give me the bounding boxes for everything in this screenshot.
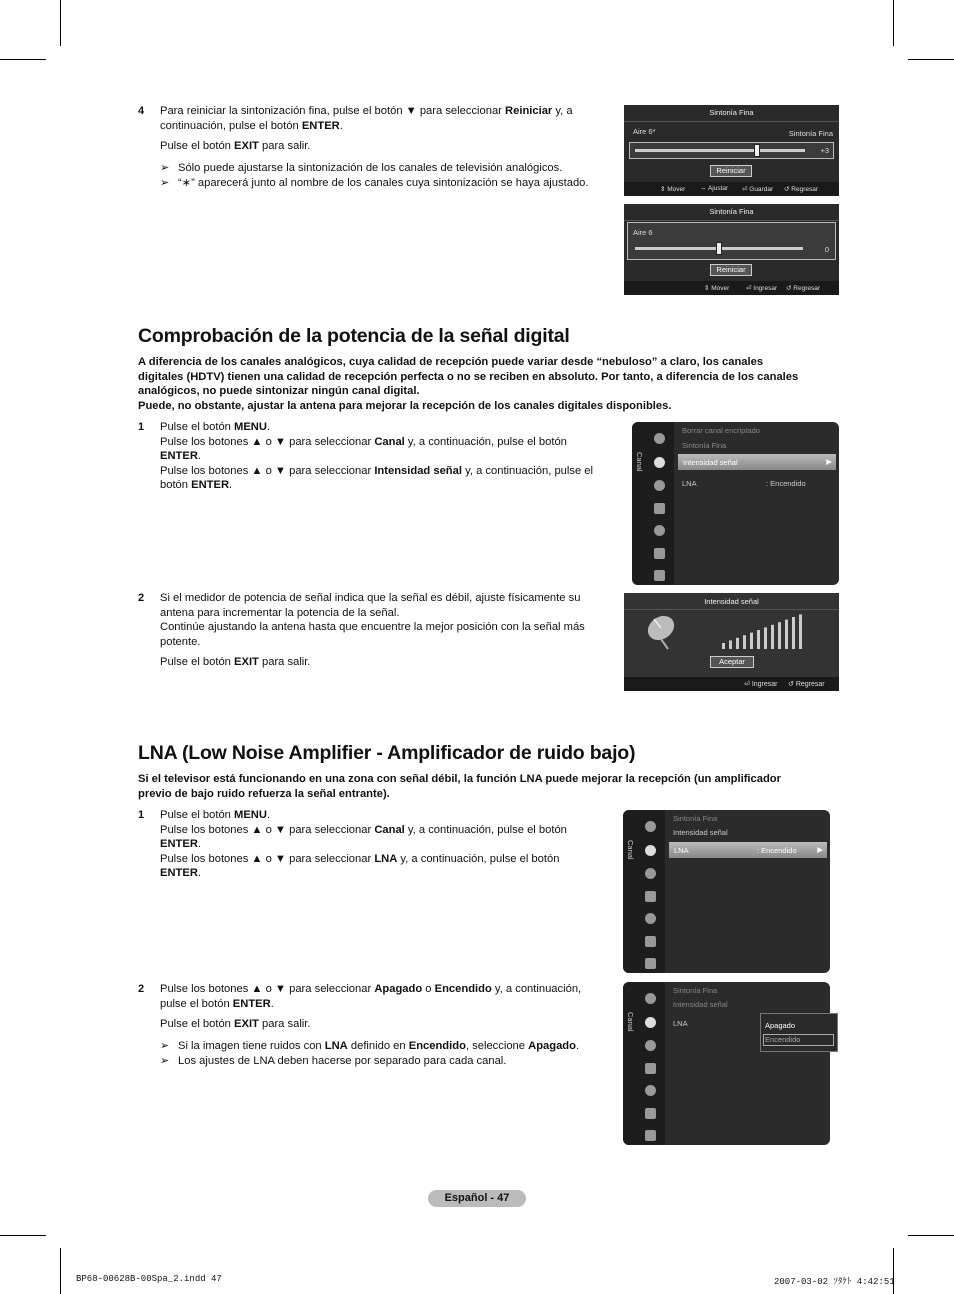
text: ENTER (160, 450, 198, 463)
text: pulse el botón (160, 997, 233, 1010)
text: Pulse el botón (160, 140, 235, 152)
chevron-right-icon: ▶ (826, 457, 832, 466)
step-text (160, 591, 620, 649)
return-hint: ↺ Regresar (784, 186, 818, 193)
option-encendido[interactable]: Encendido (763, 1034, 834, 1046)
fine-tune-screen (624, 204, 839, 295)
move-hint: ⇕ Mover (660, 186, 686, 193)
text: . (197, 450, 202, 463)
text: ENTER (160, 838, 198, 851)
menu-item[interactable]: Sintonía Fina (673, 986, 718, 995)
step-text (160, 104, 620, 133)
note (160, 1039, 620, 1068)
channel-menu (632, 422, 839, 585)
text: MENU (234, 421, 267, 433)
option-popup (760, 1013, 838, 1052)
text: LNA (374, 852, 398, 865)
section-heading: LNA (Low Noise Amplifier - Amplificador de ruido bajo) (138, 742, 636, 764)
signal-bar (785, 620, 788, 649)
signal-bar (722, 643, 725, 649)
text: Ajustar (707, 185, 729, 192)
menu-category-label: Canal (626, 1012, 635, 1032)
text: y, a continuación, pulse el botón (397, 852, 560, 865)
arrow-icon: ➢ (160, 176, 170, 189)
text: Pulse los botones ▲ o ▼ para seleccionar (160, 852, 375, 865)
menu-item[interactable]: Borrar canal encriptado (682, 426, 760, 435)
menu-item-label: LNA (674, 846, 689, 855)
text: Ingresar (753, 285, 778, 292)
menu-item-value: : Encendido (766, 479, 806, 488)
footer-bar (624, 182, 839, 196)
signal-bar (729, 640, 732, 649)
note (160, 161, 630, 190)
step-number: 1 (138, 421, 145, 433)
text: Ingresar (751, 681, 778, 688)
step-text (160, 982, 620, 1011)
enter-hint: ⏎ Ingresar (744, 681, 778, 688)
gear-icon (645, 868, 656, 879)
text: Encendido (434, 983, 492, 995)
chevron-right-icon: ▶ (817, 845, 823, 854)
text: Apagado (374, 983, 423, 995)
text: Puede, no obstante, ajustar la antena para mejorar la recepción de los canales digitales disponibles. (138, 399, 672, 412)
text: potente. (160, 635, 201, 648)
clock-icon (645, 1085, 656, 1096)
footer-bar (624, 281, 839, 295)
text: EXIT (234, 1018, 259, 1030)
menu-item-selected[interactable] (669, 842, 827, 858)
text: Canal (374, 823, 405, 836)
text: Pulse los botones ▲ o ▼ para seleccionar (160, 464, 375, 477)
signal-bar (750, 633, 753, 649)
signal-bar (799, 614, 802, 649)
divider (624, 609, 839, 610)
text: Regresar (793, 285, 820, 292)
satellite-dish-icon (644, 613, 678, 651)
fine-tune-screen (624, 105, 839, 196)
text: . (270, 997, 274, 1010)
text: continuación, pulse el botón (160, 119, 302, 132)
slider-handle[interactable] (754, 144, 760, 157)
slider-box (627, 222, 836, 260)
channel-menu (623, 982, 830, 1145)
menu-sidebar (623, 810, 665, 973)
text: Intensidad señal (374, 464, 462, 477)
section-intro (138, 355, 838, 413)
menu-item-label: Intensidad señal (683, 458, 738, 467)
text: Pulse los botones ▲ o ▼ para seleccionar (160, 435, 375, 448)
fine-tune-label: Sintonía Fina (788, 129, 833, 138)
text: A diferencia de los canales analógicos, cuya calidad de recepción puede variar desde “nebuloso” a claro, los canales (138, 356, 764, 368)
text: analógicos, no puede sintonizar ningún canal digital. (138, 385, 420, 398)
screen-title: Sintonía Fina (709, 108, 754, 117)
text: . (266, 421, 271, 433)
text: para salir. (258, 1018, 311, 1030)
crop-mark (908, 59, 954, 60)
crop-mark (0, 59, 46, 60)
text: Reiniciar (505, 105, 553, 117)
text: antena para incrementar la potencia de la señal. (160, 606, 400, 619)
move-hint: ⇕ Mover (704, 285, 730, 292)
picture-icon (645, 821, 656, 832)
crop-mark (60, 1248, 61, 1294)
text: previo de bajo ruido refuerza la señal entrante). (138, 787, 390, 800)
text: para salir. (258, 140, 311, 152)
text: Canal (374, 435, 405, 448)
crop-mark (0, 1235, 46, 1236)
text: Pulse el botón (160, 656, 235, 668)
text: ENTER (191, 479, 230, 492)
channel-menu (623, 810, 830, 973)
text: Mover (711, 285, 730, 292)
signal-bar (743, 635, 746, 649)
text: Pulse el botón (160, 421, 235, 433)
picture-icon (654, 433, 665, 444)
text: Pulse los botones ▲ o ▼ para seleccionar (160, 983, 375, 995)
input-icon (654, 503, 665, 514)
step-text (160, 420, 620, 493)
text: definido en (347, 1040, 409, 1052)
menu-item[interactable]: Intensidad señal (673, 1000, 728, 1009)
channel-icon[interactable] (645, 1017, 656, 1028)
text: . (197, 838, 202, 851)
text: . (575, 1040, 580, 1052)
exit-instruction (160, 655, 311, 670)
setup-icon (645, 936, 656, 947)
fine-tune-slider[interactable] (635, 149, 805, 152)
signal-bar (757, 630, 760, 649)
text: Encendido (408, 1040, 466, 1052)
menu-item[interactable]: LNA (682, 479, 697, 488)
clock-icon (645, 913, 656, 924)
text: . (229, 479, 233, 492)
signal-meter (718, 611, 808, 651)
text: Apagado (528, 1040, 576, 1052)
crop-mark (893, 0, 894, 46)
text: y, a (552, 105, 573, 117)
menu-item[interactable]: Intensidad señal (673, 828, 728, 837)
text: Regresar (795, 681, 825, 688)
text: Si el medidor de potencia de señal indica que la señal es débil, ajuste físicamente su (160, 592, 581, 604)
clock-icon (654, 525, 665, 536)
divider (624, 220, 839, 221)
slider-handle[interactable] (716, 242, 722, 255)
text: Pulse los botones ▲ o ▼ para seleccionar (160, 823, 375, 836)
signal-bar (792, 617, 795, 649)
reset-button[interactable]: Reiniciar (710, 165, 752, 177)
crop-mark (60, 0, 61, 46)
gear-icon (645, 1040, 656, 1051)
text: . (339, 119, 343, 132)
input-icon (645, 891, 656, 902)
step-number: 1 (138, 809, 145, 821)
arrow-icon: ➢ (160, 162, 170, 174)
text: Sólo puede ajustarse la sintonización de los canales de televisión analógicos. (178, 162, 563, 174)
text: y, a continuación, pulse el (461, 464, 593, 477)
text: Regresar (791, 186, 818, 193)
arrow-icon: ➢ (160, 1040, 170, 1052)
step-text (160, 808, 620, 881)
text: y, a continuación, pulse el botón (404, 823, 567, 836)
step-number: 2 (138, 983, 145, 995)
text: Pulse el botón (160, 809, 235, 821)
reset-button[interactable]: Reiniciar (710, 264, 752, 276)
text: Si la imagen tiene ruidos con (178, 1040, 325, 1052)
menu-sidebar (623, 982, 665, 1145)
page-number: Español - 47 (428, 1190, 526, 1207)
menu-item[interactable]: Sintonía Fina (673, 814, 718, 823)
text: ENTER (232, 997, 271, 1010)
return-hint: ↺ Regresar (786, 285, 820, 292)
text: ENTER (301, 119, 340, 132)
signal-strength-screen (624, 593, 839, 691)
menu-category-label: Canal (635, 452, 644, 472)
menu-item[interactable]: LNA (673, 1019, 688, 1028)
text: . (197, 867, 202, 880)
exit-instruction (160, 1017, 311, 1032)
text: y, a continuación, (491, 983, 582, 995)
channel-name: Aire 6* (633, 127, 656, 136)
signal-bar (736, 638, 739, 649)
step-number: 2 (138, 592, 145, 604)
text: Para reiniciar la sintonización fina, pulse el botón ▼ para seleccionar (160, 105, 506, 117)
setup-icon (645, 1108, 656, 1119)
text: “∗” aparecerá junto al nombre de los canales cuya sintonización se haya ajustado. (178, 176, 589, 189)
slider-value: 0 (824, 245, 829, 254)
file-info: BP68-00628B-00Spa_2.indd 47 (76, 1274, 222, 1284)
crop-mark (908, 1235, 954, 1236)
text: MENU (234, 809, 267, 821)
accept-button[interactable]: Aceptar (710, 656, 754, 668)
text: digitales (HDTV) tienen una calidad de recepción perfecta o no se reciben en absoluto. Por tanto, a diferencia de los canales (138, 370, 799, 383)
text: Pulse el botón (160, 1018, 235, 1030)
text: Si el televisor está funcionando en una zona con señal débil, la función LNA puede mejorar la recepción (un amplificador (138, 773, 781, 785)
print-timestamp: 2007-03-02 ｿﾀｹﾄ 4:42:51 (774, 1277, 895, 1287)
text: y, a continuación, pulse el botón (404, 435, 567, 448)
screen-title: Intensidad señal (704, 597, 759, 606)
text: Guardar (749, 186, 774, 193)
arrow-icon: ➢ (160, 1054, 170, 1067)
text: Los ajustes de LNA deben hacerse por separado para cada canal. (178, 1054, 507, 1067)
crop-mark (893, 1248, 894, 1294)
screen-title: Sintonía Fina (709, 207, 754, 216)
adjust-hint: ⇔ Ajustar (700, 185, 729, 192)
section-intro (138, 772, 838, 801)
text: . (266, 809, 271, 821)
footer-bar (624, 677, 839, 691)
channel-name: Aire 6 (633, 228, 653, 237)
channel-icon[interactable] (645, 845, 656, 856)
text: para salir. (258, 656, 311, 668)
menu-item[interactable]: Sintonía Fina (682, 441, 727, 450)
pip-icon (645, 958, 656, 969)
setup-icon (654, 548, 665, 559)
menu-category-label: Canal (626, 840, 635, 860)
menu-item-selected[interactable] (678, 454, 836, 470)
menu-item-value: : Encendido (757, 846, 797, 855)
channel-icon[interactable] (654, 457, 665, 468)
pip-icon (645, 1130, 656, 1141)
step-number: 4 (138, 105, 145, 117)
option-apagado[interactable]: Apagado (765, 1021, 796, 1030)
picture-icon (645, 993, 656, 1004)
exit-instruction (160, 139, 311, 154)
slider-value: +3 (820, 146, 829, 155)
enter-hint: ⏎ Ingresar (746, 285, 778, 292)
divider (624, 121, 839, 122)
save-hint: ⏎ Guardar (742, 186, 774, 193)
return-hint: ↺ Regresar (788, 681, 825, 688)
signal-bar (778, 622, 781, 649)
text: EXIT (234, 140, 259, 152)
text: o (422, 983, 435, 995)
input-icon (645, 1063, 656, 1074)
text: ENTER (160, 867, 198, 880)
text: Mover (667, 186, 686, 193)
text: , seleccione (465, 1040, 529, 1052)
slider-box (629, 142, 834, 159)
pip-icon (654, 570, 665, 581)
section-heading: Comprobación de la potencia de la señal digital (138, 325, 570, 347)
text: botón (160, 479, 192, 492)
text: Continúe ajustando la antena hasta que encuentre la mejor posición con la señal más (160, 621, 585, 634)
gear-icon (654, 480, 665, 491)
signal-bar (771, 625, 774, 649)
text: EXIT (234, 656, 259, 668)
menu-sidebar (632, 422, 674, 585)
signal-bar (764, 627, 767, 649)
text: LNA (324, 1040, 348, 1052)
